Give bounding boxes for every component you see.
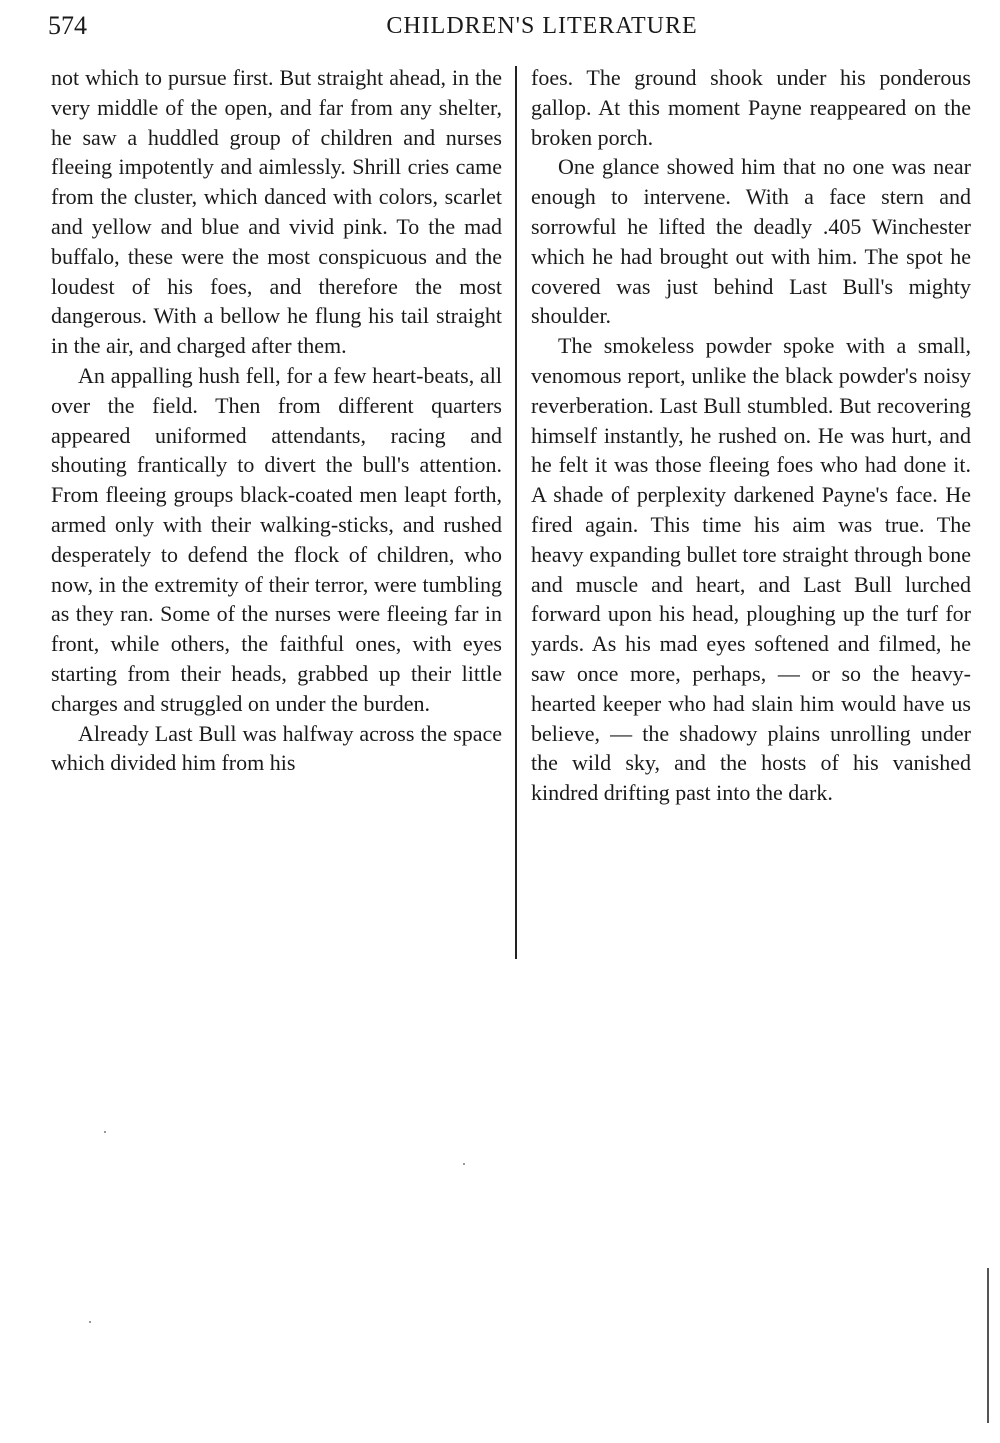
scan-speck — [463, 1163, 465, 1165]
paragraph: not which to pursue first. But straight ahead, in the very middle of the open, and far from any shelter, he saw a huddled group of children and nurses fleeing impotently and aimlessly. Shrill cries came from the cluster, which danced with colors, scarlet and yellow and blue and vivid pink. To the mad buffalo, these were the most conspicuous and the loudest of his foes, and therefore the most dangerous. With a bellow he flung his tail straight in the air, and charged after them. — [51, 65, 502, 359]
paragraph: The smokeless powder spoke with a small, venomous report, unlike the black powder's noisy reverberation. Last Bull stumbled. But recovering himself instantly, he rushed on. He was hurt, and he felt it was those fleeing foes who had done it. A shade of perplexity darkened Payne's face. He fired again. This time his aim was true. The heavy expanding bullet tore straight through bone and muscle and heart, and Last Bull lurched forward upon his head, ploughing up the turf for yards. As his mad eyes softened and filmed, he saw once more, perhaps, — or so the heavy-hearted keeper who had slain him would have us believe, — the shadowy plains unrolling under the wild sky, and the hosts of his vanished kindred drifting past into the dark. — [531, 333, 971, 806]
paragraph: Already Last Bull was halfway across the space which divided him from his — [51, 720, 502, 776]
page-number: 574 — [48, 11, 87, 40]
paragraph: foes. The ground shook under his ponderous gallop. At this moment Payne reappeared on the broken porch. — [531, 65, 971, 150]
running-head: CHILDREN'S LITERATURE — [386, 13, 698, 39]
page-header — [48, 8, 976, 48]
right-column — [531, 63, 971, 808]
paragraph: An appalling hush fell, for a few heart-beats, all over the field. Then from different quarters appeared uniformed attendants, racing and shouting frantically to divert the bull's attention. From fleeing groups black-coated men leapt forth, armed only with their walking-sticks, and rushed desperately to defend the flock of children, who now, in the extremity of their terror, were tumbling as they ran. Some of the nurses were fleeing far in front, while others, the faithful ones, with eyes starting from their heads, grabbed up their little charges and struggled on under the burden. — [51, 362, 502, 716]
column-divider — [515, 66, 517, 959]
paragraph: One glance showed him that no one was near enough to intervene. With a face stern and sorrowful he lifted the deadly .405 Winchester which he had brought out with him. The spot he covered was just behind Last Bull's mighty shoulder. — [531, 154, 971, 329]
scan-edge-mark — [987, 1268, 989, 1423]
scan-speck — [89, 1321, 91, 1323]
left-column — [51, 63, 502, 778]
scan-speck — [104, 1131, 106, 1133]
